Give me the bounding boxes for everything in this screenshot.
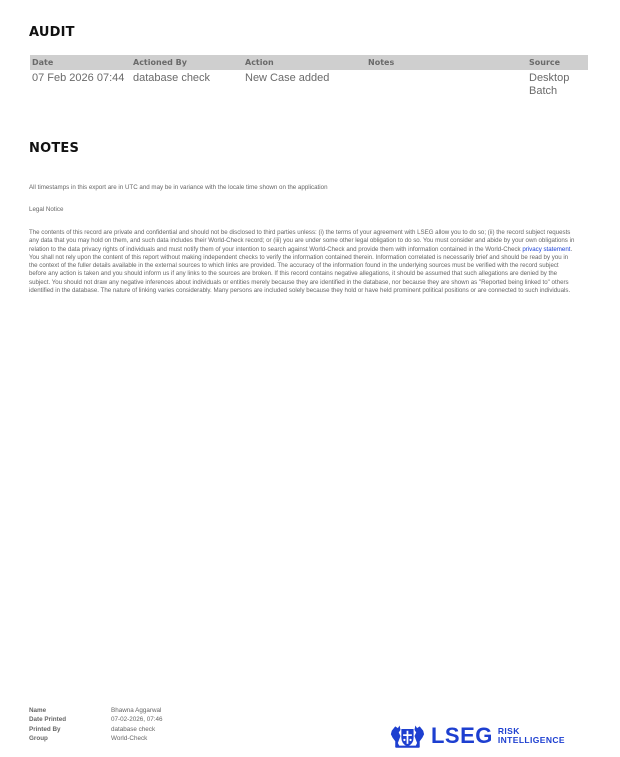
name-label: Name [29,707,47,714]
cell-actioned-by: database check [133,72,211,84]
tagline-line-1: RISK [497,726,520,736]
footer-row-date-printed [29,715,162,724]
cell-date: 07 Feb 2026 07:44 [32,72,125,84]
footer-row-group [29,734,162,743]
lseg-risk-intelligence-logo [390,722,565,750]
legal-notice-body [29,229,577,295]
legal-body-text-1: The contents of this record are private and confidential and should not be disclosed to third parties unless: (i) the terms of your agreement with LSEG allow you to do so; (ii) the record subject requests any data that you may hold on them, and such data includes their World-Check record; or (iii) you are under some other legal obligation to do so. You must consider and abide by your own obligations in relation to the data privacy rights of individuals and must notify them of your intention to search against World-Check and provide them with information contained in the World-Check [29,229,575,253]
audit-header-row [30,55,588,70]
date-printed-label: Date Printed [29,716,67,724]
group-label: Group [29,734,48,742]
legal-body-text-2: . You shall not rely upon the content of this report without making independent checks to verify the information contained therein. Information correlated is necessarily brief and should be read by you in the context of the fuller details available in the external sources to which links are provided. The accuracy of the information found in the underlying sources must be verified with the record subject before any action is taken and you should inform us if any links to the sources are broken. If this record contains negative allegations, it should be assumed that such allegations are denied by the subject. You should not draw any negative inferences about individuals or entities merely because they are identified in the database, nor because they are shown as "Reported being linked to" others identified in the database. The nature of linking varies considerably. Many persons are included solely because they hold or have held prominent political positions or are connected to such individuals. [29,245,573,295]
audit-table [30,55,588,98]
printed-by-label: Printed By [29,725,61,733]
legal-notice-heading: Legal Notice [29,206,64,213]
cell-notes [366,70,527,98]
risk-intelligence-tagline [498,727,565,745]
column-header-actioned-by: Actioned By [131,55,243,70]
column-header-date: Date [30,55,131,70]
cell-source: Desktop Batch [529,72,570,97]
privacy-statement-link[interactable]: privacy statement [522,245,571,253]
name-value: Bhawna Aggarwal [111,707,162,714]
column-header-notes: Notes [366,55,527,70]
group-value: World-Check [111,734,148,742]
footer-row-printed-by [29,725,162,734]
lseg-wordmark: LSEG [430,723,493,748]
lseg-crest-icon [390,722,425,750]
notes-section-title: NOTES [29,141,80,156]
table-row [30,70,588,98]
audit-section-title: AUDIT [29,25,75,40]
column-header-action: Action [243,55,366,70]
utc-timestamp-note: All timestamps in this export are in UTC and may be in variance with the locale time shown on the application [29,184,328,191]
date-printed-value: 07-02-2026, 07:46 [111,716,163,724]
column-header-source: Source [527,55,588,70]
footer-row-name [29,706,162,715]
printed-by-value: database check [111,725,156,733]
tagline-line-2: INTELLIGENCE [497,735,565,745]
cell-action: New Case added [245,72,330,84]
print-metadata [29,706,162,743]
